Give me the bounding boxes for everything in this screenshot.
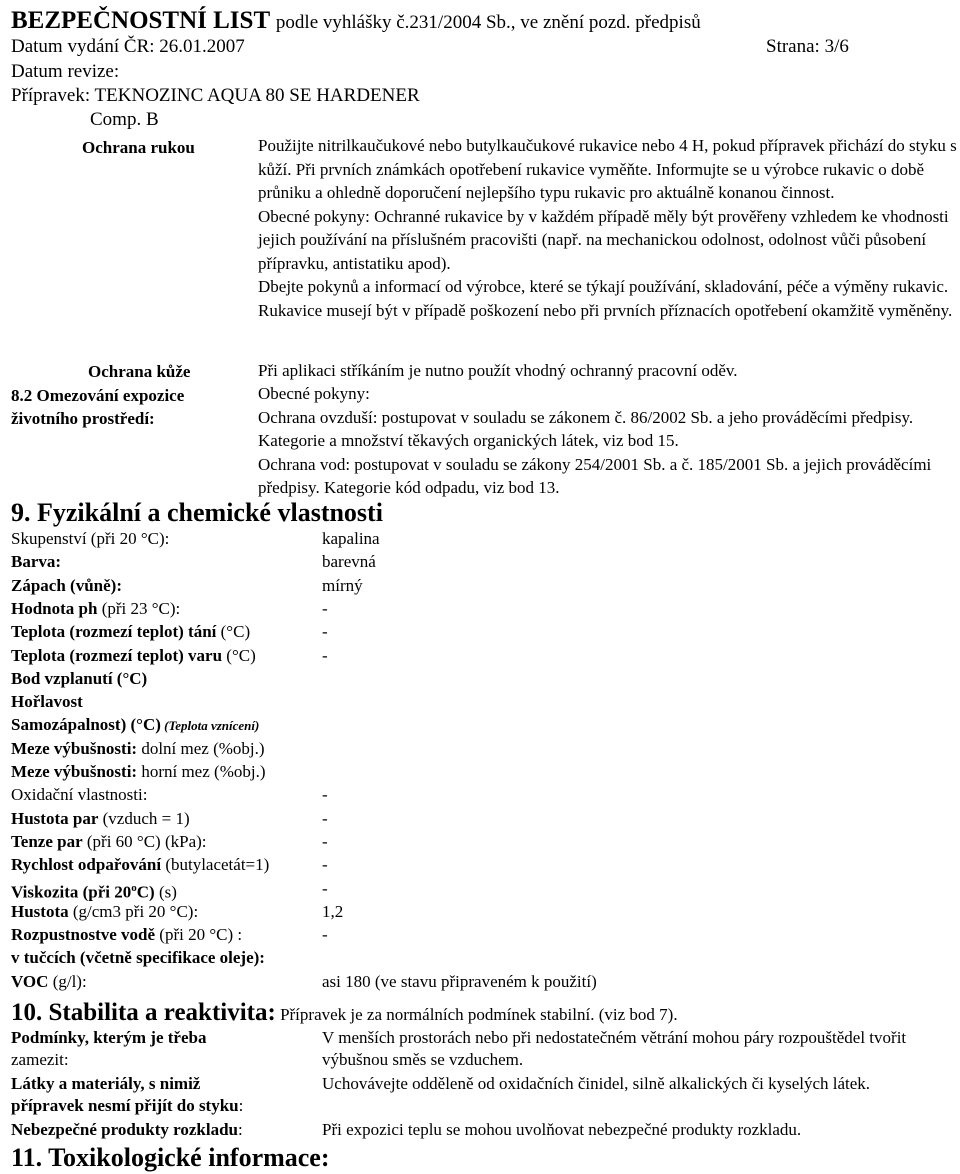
- product-name: Přípravek: TEKNOZINC AQUA 80 SE HARDENER: [11, 85, 420, 106]
- property-label: Teplota (rozmezí teplot) varu (°C): [11, 645, 256, 665]
- property-label: Rozpustnostve vodě (při 20 °C) :: [11, 925, 243, 945]
- property-label: Zápach (vůně):: [11, 575, 122, 595]
- issue-date: Datum vydání ČR: 26.01.2007: [11, 36, 245, 57]
- page-number: Strana: 3/6: [766, 36, 849, 57]
- env-paragraph: Ochrana vod: postupovat v souladu se zákony 254/2001 Sb. a č. 185/2001 Sb. a jejich prováděcími předpisy. Kategorie kód odpadu, viz bod 13.: [258, 454, 932, 497]
- property-label: Tenze par (při 60 °C) (kPa):: [11, 831, 207, 851]
- materials-text: Uchovávejte odděleně od oxidačních činidel, silně alkalických či kyselých látek.: [322, 1074, 871, 1093]
- property-value: -: [322, 598, 328, 618]
- property-label: Meze výbušnosti: horní mez (%obj.): [11, 762, 266, 781]
- property-label: Samozápalnost) (°C) (Teplota vznícení): [11, 715, 260, 735]
- hand-protection-text: [258, 134, 958, 322]
- conditions-label: Podmínky, kterým je třeba zamezit:: [11, 1028, 207, 1069]
- materials-label: Látky a materiály, s nimiž přípravek nesmí přijít do styku:: [11, 1074, 244, 1115]
- property-value: kapalina: [322, 529, 380, 548]
- conditions-text: V menších prostorách nebo při nedostatečném větrání mohou páry rozpouštědel tvořit výbušnou směs se vzduchem.: [322, 1028, 907, 1069]
- property-label: Oxidační vlastnosti:: [11, 785, 148, 805]
- hand-protection-paragraph: Obecné pokyny: Ochranné rukavice by v každém případě měly být prověřeny vzhledem ke vhodnosti jejich používání na příslušném pracovišti (např. na mechanickou odolnost, odolnost vůči působení přípravku, antistatiku apod).: [258, 206, 949, 273]
- env-exposure-label-2: životního prostředí:: [11, 409, 155, 428]
- property-label: Barva:: [11, 552, 62, 572]
- section-9-title: 9. Fyzikální a chemické vlastnosti: [11, 498, 383, 527]
- property-value: -: [322, 808, 328, 828]
- section-10-heading: [11, 998, 678, 1028]
- property-label: Hustota par (vzduch = 1): [11, 808, 190, 828]
- env-paragraph: Ochrana ovzduší: postupovat v souladu se zákonem č. 86/2002 Sb. a jeho prováděcími předpisy. Kategorie a množství těkavých organických látek, viz bod 15.: [258, 407, 914, 450]
- document-title: BEZPEČNOSTNÍ LIST podle vyhlášky č.231/2004 Sb., ve znění pozd. předpisů: [11, 7, 701, 34]
- hand-protection-label: Ochrana rukou: [82, 138, 195, 157]
- property-value: -: [322, 855, 328, 875]
- document-title-suffix: podle vyhlášky č.231/2004 Sb., ve znění pozd. předpisů: [275, 12, 701, 33]
- property-value: mírný: [322, 575, 363, 595]
- section-10-title: 10. Stabilita a reaktivita:: [11, 999, 276, 1026]
- property-label: Skupenství (při 20 °C):: [11, 529, 170, 548]
- property-label: Teplota (rozmezí teplot) tání (°C): [11, 622, 251, 642]
- property-label: Rychlost odpařování (butylacetát=1): [11, 855, 270, 875]
- component-label: Comp. B: [90, 109, 159, 130]
- property-label: v tučcích (včetně specifikace oleje):: [11, 948, 265, 968]
- env-exposure-label: 8.2 Omezování expozice: [11, 386, 185, 405]
- revision-date: Datum revize:: [11, 61, 120, 82]
- skin-protection-label: Ochrana kůže: [88, 362, 191, 381]
- env-paragraph: Obecné pokyny:: [258, 384, 370, 403]
- property-label: Bod vzplanutí (°C): [11, 668, 148, 688]
- property-label: Meze výbušnosti: dolní mez (%obj.): [11, 738, 265, 758]
- decomposition-label: Nebezpečné produkty rozkladu:: [11, 1120, 243, 1139]
- properties-table: [0, 527, 960, 997]
- property-value: 1,2: [322, 901, 344, 921]
- hand-protection-paragraph: Použijte nitrilkaučukové nebo butylkaučukové rukavice nebo 4 H, pokud přípravek přichází do styku s kůží. Při prvních známkách opotřebení rukavice vyměňte. Informujte se u výrobce rukavic o době průniku a ohledně doporučení nejlepšího typu rukavic pro aktuálně konanou činnost.: [258, 136, 957, 202]
- property-value: asi 180 (ve stavu připraveném k použití): [322, 971, 597, 991]
- decomposition-text: Při expozici teplu se mohou uvolňovat nebezpečné produkty rozkladu.: [322, 1120, 802, 1139]
- property-label: VOC (g/l):: [11, 971, 87, 991]
- section-10-summary: Přípravek je za normálních podmínek stabilní. (viz bod 7).: [275, 1005, 678, 1024]
- property-label: Hořlavost: [11, 692, 83, 712]
- property-label: Hodnota ph (při 23 °C):: [11, 598, 181, 618]
- hand-protection-paragraph: Dbejte pokynů a informací od výrobce, které se týkají používání, skladování, péče a výměny rukavic. Rukavice musejí být v případě poškození nebo při prvních příznacích opotřebení okamžitě vyměněny.: [258, 277, 953, 320]
- property-value: -: [322, 878, 328, 898]
- property-value: -: [322, 925, 328, 945]
- section-11-title: 11. Toxikologické informace:: [11, 1143, 330, 1172]
- env-exposure-text: [258, 382, 958, 500]
- property-label: Hustota (g/cm3 při 20 °C):: [11, 901, 199, 921]
- property-value: -: [322, 831, 328, 851]
- property-value: -: [322, 645, 328, 665]
- property-value: barevná: [322, 552, 376, 572]
- property-value: -: [322, 785, 328, 805]
- property-value: -: [322, 622, 328, 642]
- property-label: Viskozita (při 20$^o$C) (s): [11, 881, 177, 902]
- skin-protection-text: Při aplikaci stříkáním je nutno použít vhodný ochranný pracovní oděv.: [258, 361, 738, 380]
